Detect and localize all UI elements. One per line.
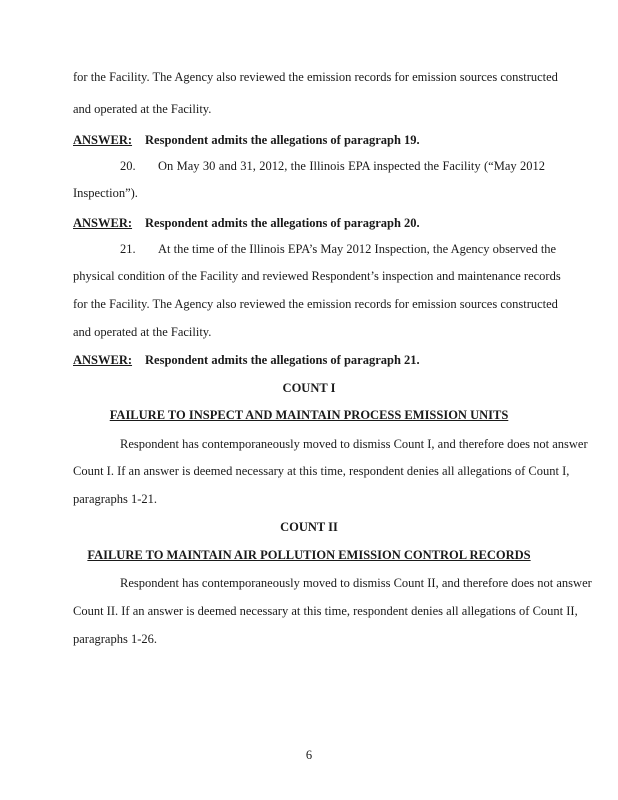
- count-1-title: FAILURE TO INSPECT AND MAINTAIN PROCESS EMISSION UNITS: [109, 408, 509, 422]
- paragraph-19-line-1: for the Facility. The Agency also reviewed the emission records for emission sources constructed: [73, 70, 558, 84]
- answer-20-text: Respondent admits the allegations of paragraph 20.: [145, 216, 420, 230]
- paragraph-20-line-2: Inspection”).: [73, 186, 138, 200]
- paragraph-21-number: 21.: [120, 242, 136, 256]
- answer-label: ANSWER:: [73, 216, 133, 230]
- paragraph-21-line-1: [73, 241, 557, 257]
- paragraph-21-text: At the time of the Illinois EPA’s May 2012 Inspection, the Agency observed the: [158, 242, 557, 256]
- count-1-line-2: Count I. If an answer is deemed necessary at this time, respondent denies all allegations of Count I,: [73, 464, 570, 478]
- paragraph-19-line-2: and operated at the Facility.: [73, 102, 212, 116]
- answer-19-text: Respondent admits the allegations of paragraph 19.: [145, 133, 420, 147]
- count-1-heading: COUNT I: [282, 381, 336, 395]
- page-number: 6: [305, 748, 313, 762]
- answer-19: [73, 132, 545, 148]
- answer-20: [73, 215, 545, 231]
- answer-label: ANSWER:: [73, 353, 133, 367]
- answer-21-text: Respondent admits the allegations of paragraph 21.: [145, 353, 420, 367]
- count-2-line-2: Count II. If an answer is deemed necessary at this time, respondent denies all allegations of Count II,: [73, 604, 578, 618]
- paragraph-21-line-2: physical condition of the Facility and reviewed Respondent’s inspection and maintenance records: [73, 269, 561, 283]
- count-2-title: FAILURE TO MAINTAIN AIR POLLUTION EMISSION CONTROL RECORDS: [87, 548, 531, 562]
- count-2-heading: COUNT II: [280, 520, 338, 534]
- count-1-line-3: paragraphs 1-21.: [73, 492, 157, 506]
- paragraph-20-line-1: [73, 158, 545, 174]
- answer-21: [73, 352, 545, 368]
- paragraph-21-line-3: for the Facility. The Agency also reviewed the emission records for emission sources constructed: [73, 297, 558, 311]
- paragraph-21-line-4: and operated at the Facility.: [73, 325, 212, 339]
- paragraph-20-number: 20.: [120, 159, 136, 173]
- count-2-line-1: Respondent has contemporaneously moved to dismiss Count II, and therefore does not answer: [120, 576, 592, 590]
- paragraph-20-text: On May 30 and 31, 2012, the Illinois EPA inspected the Facility (“May 2012: [158, 159, 545, 173]
- count-2-line-3: paragraphs 1-26.: [73, 632, 157, 646]
- count-1-line-1: Respondent has contemporaneously moved to dismiss Count I, and therefore does not answer: [120, 437, 588, 451]
- answer-label: ANSWER:: [73, 133, 133, 147]
